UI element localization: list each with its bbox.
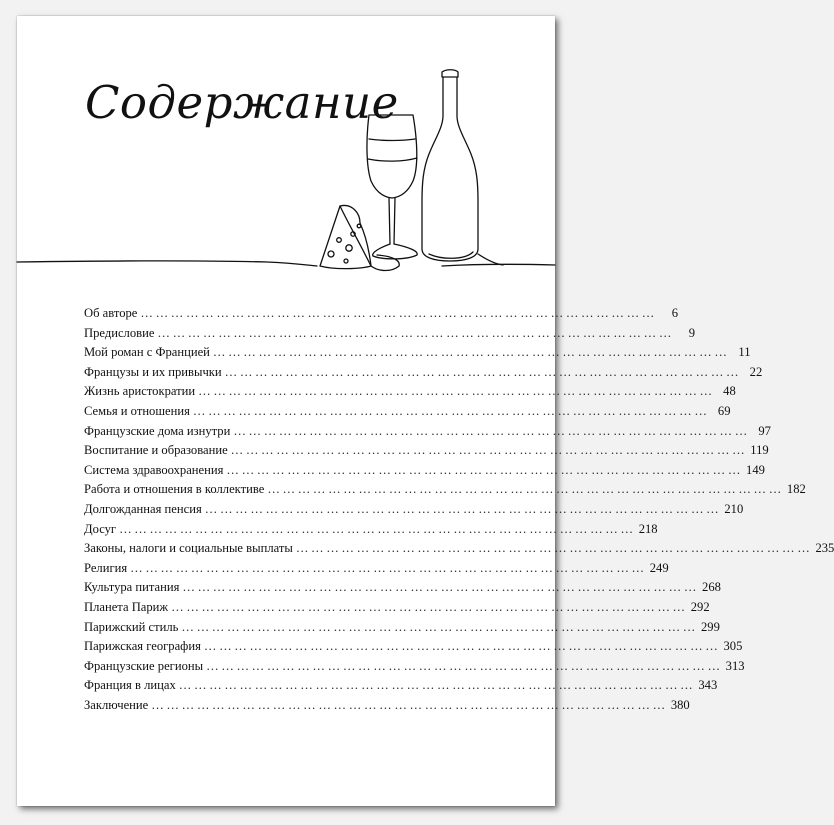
page-title: Содержание <box>85 76 399 129</box>
toc-entry-page: 97 <box>758 423 771 438</box>
toc-entry[interactable] <box>84 520 658 540</box>
toc-dot-leader: ………………………………………………………………………………………… <box>206 658 723 673</box>
toc-entry[interactable] <box>84 480 806 500</box>
toc-entry-title: Планета Париж <box>84 599 169 614</box>
toc-entry[interactable] <box>84 539 834 559</box>
toc-entry-page: 305 <box>723 639 743 654</box>
toc-entry-title: Парижский стиль <box>84 619 179 634</box>
toc-entry-page: 343 <box>698 678 718 693</box>
toc-entry-title: Об авторе <box>84 306 138 320</box>
horizon-line <box>17 261 317 266</box>
toc-entry[interactable] <box>84 598 710 618</box>
toc-entry[interactable] <box>84 618 720 638</box>
toc-entry-title: Французы и их привычки <box>84 364 222 379</box>
toc-entry[interactable] <box>84 324 696 344</box>
toc-entry[interactable] <box>84 657 745 677</box>
toc-dot-leader: ………………………………………………………………………………………… <box>233 423 750 438</box>
toc-entry-title: Долгожданная пенсия <box>84 501 202 516</box>
wine-bottle-icon <box>422 70 503 265</box>
toc-entry[interactable] <box>84 637 743 657</box>
toc-dot-leader: ………………………………………………………………………………………… <box>119 521 636 536</box>
toc-entry-title: Французские дома изнутри <box>84 423 231 438</box>
toc-entry-page: 380 <box>670 697 690 712</box>
toc-entry-page: 299 <box>701 619 720 634</box>
toc-dot-leader: ………………………………………………………………………………………… <box>182 580 700 595</box>
toc-entry-title: Франция в лицах <box>84 678 176 693</box>
toc-dot-leader: ………………………………………………………………………………………… <box>230 443 748 458</box>
toc-entry[interactable] <box>84 363 763 383</box>
toc-entry-page: 313 <box>725 658 745 673</box>
toc-dot-leader: ………………………………………………………………………………………… <box>157 325 675 340</box>
toc-entry-title: Парижская география <box>84 639 201 654</box>
toc-entry-page: 268 <box>702 580 721 595</box>
toc-entry-page: 11 <box>738 345 751 360</box>
toc-dot-leader: ………………………………………………………………………………………… <box>212 345 730 360</box>
toc-entry-title: Культура питания <box>84 580 180 595</box>
toc-entry[interactable] <box>84 441 769 461</box>
toc-dot-leader: ………………………………………………………………………………………… <box>198 384 715 399</box>
toc-entry[interactable] <box>84 696 690 716</box>
table-of-contents <box>84 304 834 715</box>
toc-entry-title: Религия <box>84 560 128 575</box>
toc-dot-leader: ………………………………………………………………………………………… <box>171 599 688 614</box>
toc-dot-leader: ………………………………………………………………………………………… <box>130 560 647 575</box>
toc-entry-page: 292 <box>690 599 710 614</box>
toc-entry-page: 182 <box>786 482 806 497</box>
toc-entry-page: 249 <box>649 560 669 575</box>
toc-entry-page: 22 <box>749 364 763 379</box>
toc-entry-title: Французские регионы <box>84 658 204 673</box>
toc-dot-leader: ………………………………………………………………………………………… <box>181 619 698 634</box>
toc-entry-title: Воспитание и образование <box>84 443 228 458</box>
wine-cheese-line-illustration <box>17 16 555 316</box>
toc-entry-title: Досуг <box>84 521 117 536</box>
toc-entry[interactable] <box>84 461 765 481</box>
toc-dot-leader: ………………………………………………………………………………………… <box>295 541 813 556</box>
toc-entry[interactable] <box>84 500 744 520</box>
toc-entry[interactable] <box>84 382 736 402</box>
toc-entry[interactable] <box>84 402 731 422</box>
toc-entry[interactable] <box>84 578 721 598</box>
toc-entry[interactable] <box>84 343 751 363</box>
toc-dot-leader: ………………………………………………………………………………………… <box>203 639 721 654</box>
toc-entry-page: 48 <box>723 384 736 399</box>
toc-entry-page: 6 <box>671 306 678 320</box>
toc-dot-leader: ………………………………………………………………………………………… <box>151 697 668 712</box>
toc-entry-title: Работа и отношения в коллективе <box>84 482 265 497</box>
toc-entry-page: 218 <box>638 521 658 536</box>
toc-entry[interactable] <box>84 304 678 324</box>
toc-entry-page: 9 <box>688 325 696 340</box>
toc-entry-title: Система здравоохранения <box>84 462 224 477</box>
book-page <box>17 16 834 806</box>
cheese-icon <box>320 205 399 270</box>
toc-dot-leader: ………………………………………………………………………………………… <box>192 403 710 418</box>
toc-entry-title: Предисловие <box>84 325 155 340</box>
toc-dot-leader: ………………………………………………………………………………………… <box>178 678 696 693</box>
toc-entry-title: Мой роман с Францией <box>84 345 210 360</box>
wine-glass-icon <box>367 115 417 259</box>
toc-dot-leader: ………………………………………………………………………………………… <box>267 482 784 497</box>
toc-entry-page: 119 <box>750 443 769 458</box>
toc-entry[interactable] <box>84 676 718 696</box>
toc-dot-leader: ………………………………………………………………………………………… <box>204 501 722 516</box>
toc-entry-title: Семья и отношения <box>84 403 190 418</box>
toc-dot-leader: ………………………………………………………………………………………… <box>140 306 657 320</box>
toc-entry-title: Заключение <box>84 697 149 712</box>
toc-entry-page: 69 <box>717 403 731 418</box>
toc-dot-leader: ………………………………………………………………………………………… <box>224 364 742 379</box>
toc-entry-page: 210 <box>724 501 744 516</box>
toc-entry[interactable] <box>84 422 771 442</box>
toc-entry-title: Законы, налоги и социальные выплаты <box>84 541 293 556</box>
toc-entry-page: 235 <box>815 541 834 556</box>
toc-entry-page: 149 <box>746 462 765 477</box>
toc-dot-leader: ………………………………………………………………………………………… <box>226 462 744 477</box>
toc-entry-title: Жизнь аристократии <box>84 384 196 399</box>
toc-entry[interactable] <box>84 559 669 579</box>
